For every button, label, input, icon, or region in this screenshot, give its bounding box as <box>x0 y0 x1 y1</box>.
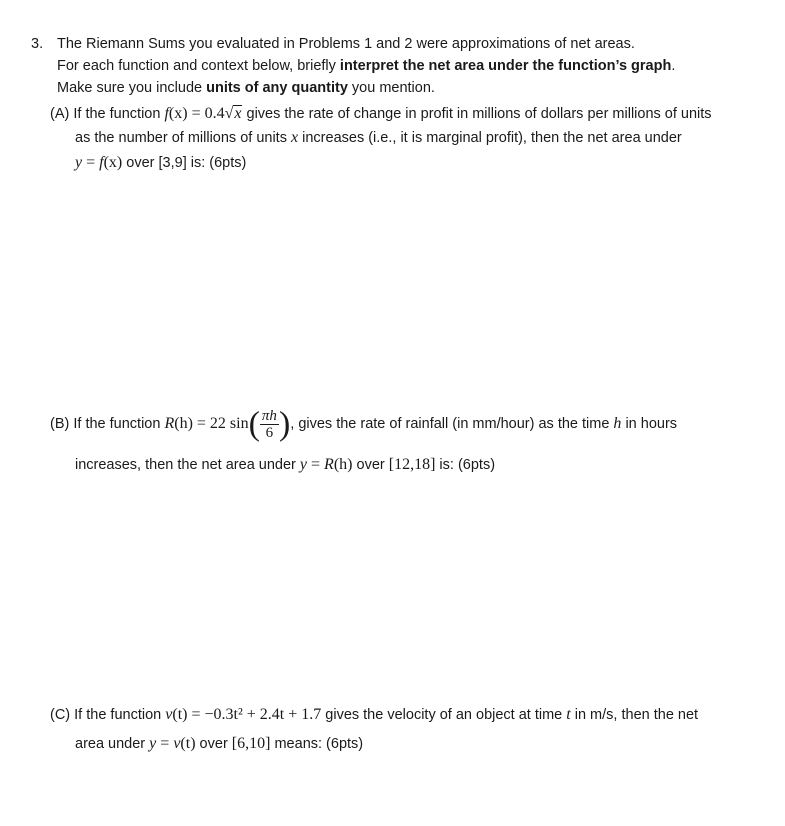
part-a-text-2-end: increases (i.e., it is marginal profit), then the net area under <box>298 130 682 146</box>
part-b-var-h: h <box>613 415 622 432</box>
part-a-area-y: y <box>75 154 83 171</box>
part-a-label: (A) If the function <box>50 106 165 122</box>
part-c-area-expr <box>149 735 195 752</box>
intro-line-1: The Riemann Sums you evaluated in Problems 1 and 2 were approximations of net areas. <box>57 36 635 52</box>
part-c-label: (C) If the function <box>50 707 166 723</box>
problem-number: 3. <box>31 36 44 52</box>
part-b-text-1: , gives the rate of rainfall (in mm/hour) as the time <box>290 416 614 432</box>
intro-line-2-end: . <box>671 58 676 74</box>
part-a-func-eq: = 0.4 <box>187 105 225 122</box>
part-b-func-eq: = 22 sin <box>192 415 249 432</box>
part-b-text-2-end: is: (6pts) <box>435 457 496 473</box>
part-b-formula <box>164 405 291 443</box>
part-a-text-2: as the number of millions of units <box>75 130 291 146</box>
part-c-formula <box>165 706 321 723</box>
part-b-left-paren: ( <box>248 405 260 443</box>
part-c-interval: [6,10] <box>231 735 271 752</box>
part-c-func-rhs: = −0.3t² + 2.4t + 1.7 <box>187 706 322 723</box>
part-a-line-3 <box>75 153 246 173</box>
part-c-func-arg: (t) <box>172 706 188 723</box>
intro-line-3-end: you mention. <box>347 80 435 96</box>
part-a-line-2 <box>75 128 682 148</box>
part-c-line-1 <box>50 705 698 725</box>
part-b-func-arg: (h) <box>174 415 193 432</box>
part-b-area-eq: = <box>307 456 325 473</box>
part-c-text-1-end: in m/s, then the net <box>570 707 699 723</box>
part-a-area-eq: = <box>82 154 100 171</box>
part-b-func-name: R <box>164 415 175 432</box>
part-b-interval: [12,18] <box>388 456 436 473</box>
intro-line-2-text: For each function and context below, briefly <box>57 58 340 74</box>
part-a-formula: f(x) = 0.4√x <box>164 105 242 122</box>
part-b-area-y: y <box>299 456 308 473</box>
part-b-right-paren: ) <box>278 405 291 443</box>
part-b-line-2 <box>75 455 495 475</box>
part-b-line-1 <box>50 401 677 447</box>
part-a-line-1 <box>50 104 712 124</box>
part-b-text-2-mid: over <box>352 457 389 473</box>
part-a-area-f: f <box>99 154 104 171</box>
intro-line-3-text: Make sure you include <box>57 80 207 96</box>
part-a-radicand: x <box>234 105 242 122</box>
intro-line-2-bold: interpret the net area under the function’s graph <box>339 58 672 74</box>
intro-line-3 <box>57 78 435 98</box>
part-a-var-x: x <box>291 129 299 146</box>
part-c-area-arg: (t) <box>180 735 196 752</box>
part-a-func-name: f <box>164 105 169 122</box>
part-c-text-2: area under <box>75 736 150 752</box>
intro-line-3-bold: units of any quantity <box>206 80 348 96</box>
intro-line-2 <box>57 56 675 76</box>
part-c-var-t: t <box>566 706 571 723</box>
part-b-area-r: R <box>324 456 334 473</box>
part-a-area-arg: (x) <box>103 154 123 171</box>
part-c-area-y: y <box>149 735 157 752</box>
part-b-label: (B) If the function <box>50 416 165 432</box>
part-b-text-1-end: in hours <box>621 416 678 432</box>
part-a-func-arg: (x) <box>168 105 188 122</box>
part-a-area-expr <box>75 154 122 171</box>
part-c-text-2-end: means: (6pts) <box>270 736 364 752</box>
part-c-text-2-mid: over <box>195 736 232 752</box>
part-b-area-expr <box>300 456 353 473</box>
part-c-area-eq: = <box>156 735 174 752</box>
part-b-text-2: increases, then the net area under <box>75 457 300 473</box>
part-c-area-v: v <box>173 735 181 752</box>
part-a-text-1: gives the rate of change in profit in millions of dollars per millions of units <box>242 106 712 122</box>
part-c-func-name: v <box>165 706 173 723</box>
part-b-frac-den: 6 <box>265 424 274 441</box>
part-c-text-1: gives the velocity of an object at time <box>321 707 567 723</box>
part-a-text-3: over [3,9] is: (6pts) <box>122 155 247 171</box>
part-c-line-2 <box>75 734 363 754</box>
part-b-area-arg: (h) <box>333 456 353 473</box>
part-b-frac-num: πh <box>261 407 277 424</box>
part-b-fraction <box>260 408 279 441</box>
